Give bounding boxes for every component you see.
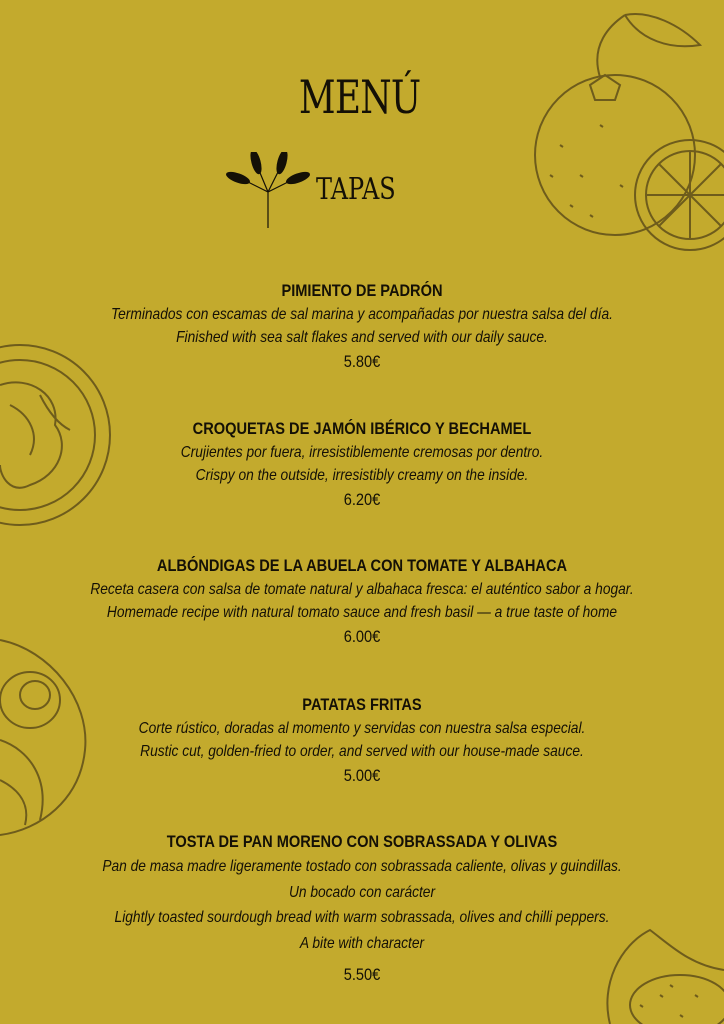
item-name: PATATAS FRITAS	[302, 695, 422, 714]
item-description-en: Finished with sea salt flakes and served with our daily sauce.	[176, 329, 548, 346]
item-tagline-es: Un bocado con carácter	[288, 883, 436, 901]
menu-item	[0, 417, 724, 513]
item-description-en: Homemade recipe with natural tomato sauce and fresh basil — a true taste of home	[106, 604, 618, 621]
item-description-es: Terminados con escamas de sal marina y acompañadas por nuestra salsa del día.	[110, 306, 613, 323]
wheat-sprig-icon	[226, 152, 312, 228]
item-description-en: Rustic cut, golden-fried to order, and served with our house-made sauce.	[140, 743, 584, 760]
menu-item	[0, 554, 724, 650]
orange-illustration	[530, 5, 724, 265]
item-price: 5.80€	[343, 352, 381, 371]
item-price: 5.50€	[343, 965, 381, 984]
item-description-es: Pan de masa madre ligeramente tostado con sobrassada caliente, olivas y guindillas.	[102, 858, 622, 875]
item-tagline-en: A bite with character	[299, 934, 425, 952]
item-name: ALBÓNDIGAS DE LA ABUELA CON TOMATE Y ALBAHACA	[156, 556, 568, 575]
item-price: 5.00€	[343, 766, 381, 785]
item-description-es: Receta casera con salsa de tomate natural y albahaca fresca: el auténtico sabor a hogar.	[90, 581, 634, 598]
menu-item	[0, 830, 724, 988]
item-description-en: Lightly toasted sourdough bread with warm sobrassada, olives and chilli peppers.	[114, 909, 610, 926]
item-description-es: Crujientes por fuera, irresistiblemente cremosas por dentro.	[180, 444, 544, 461]
item-price: 6.00€	[343, 627, 381, 646]
menu-title: MENÚ	[298, 70, 421, 124]
item-description-en: Crispy on the outside, irresistibly creamy on the inside.	[195, 467, 529, 484]
item-name: CROQUETAS DE JAMÓN IBÉRICO Y BECHAMEL	[192, 419, 532, 438]
menu-item	[0, 693, 724, 789]
item-price: 6.20€	[343, 490, 381, 509]
section-title-tapas: TAPAS	[316, 172, 396, 207]
menu-item	[0, 279, 724, 375]
item-name: PIMIENTO DE PADRÓN	[281, 281, 443, 300]
item-description-es: Corte rústico, doradas al momento y servidas con nuestra salsa especial.	[138, 720, 586, 737]
item-name: TOSTA DE PAN MORENO CON SOBRASSADA Y OLIVAS	[166, 832, 558, 851]
